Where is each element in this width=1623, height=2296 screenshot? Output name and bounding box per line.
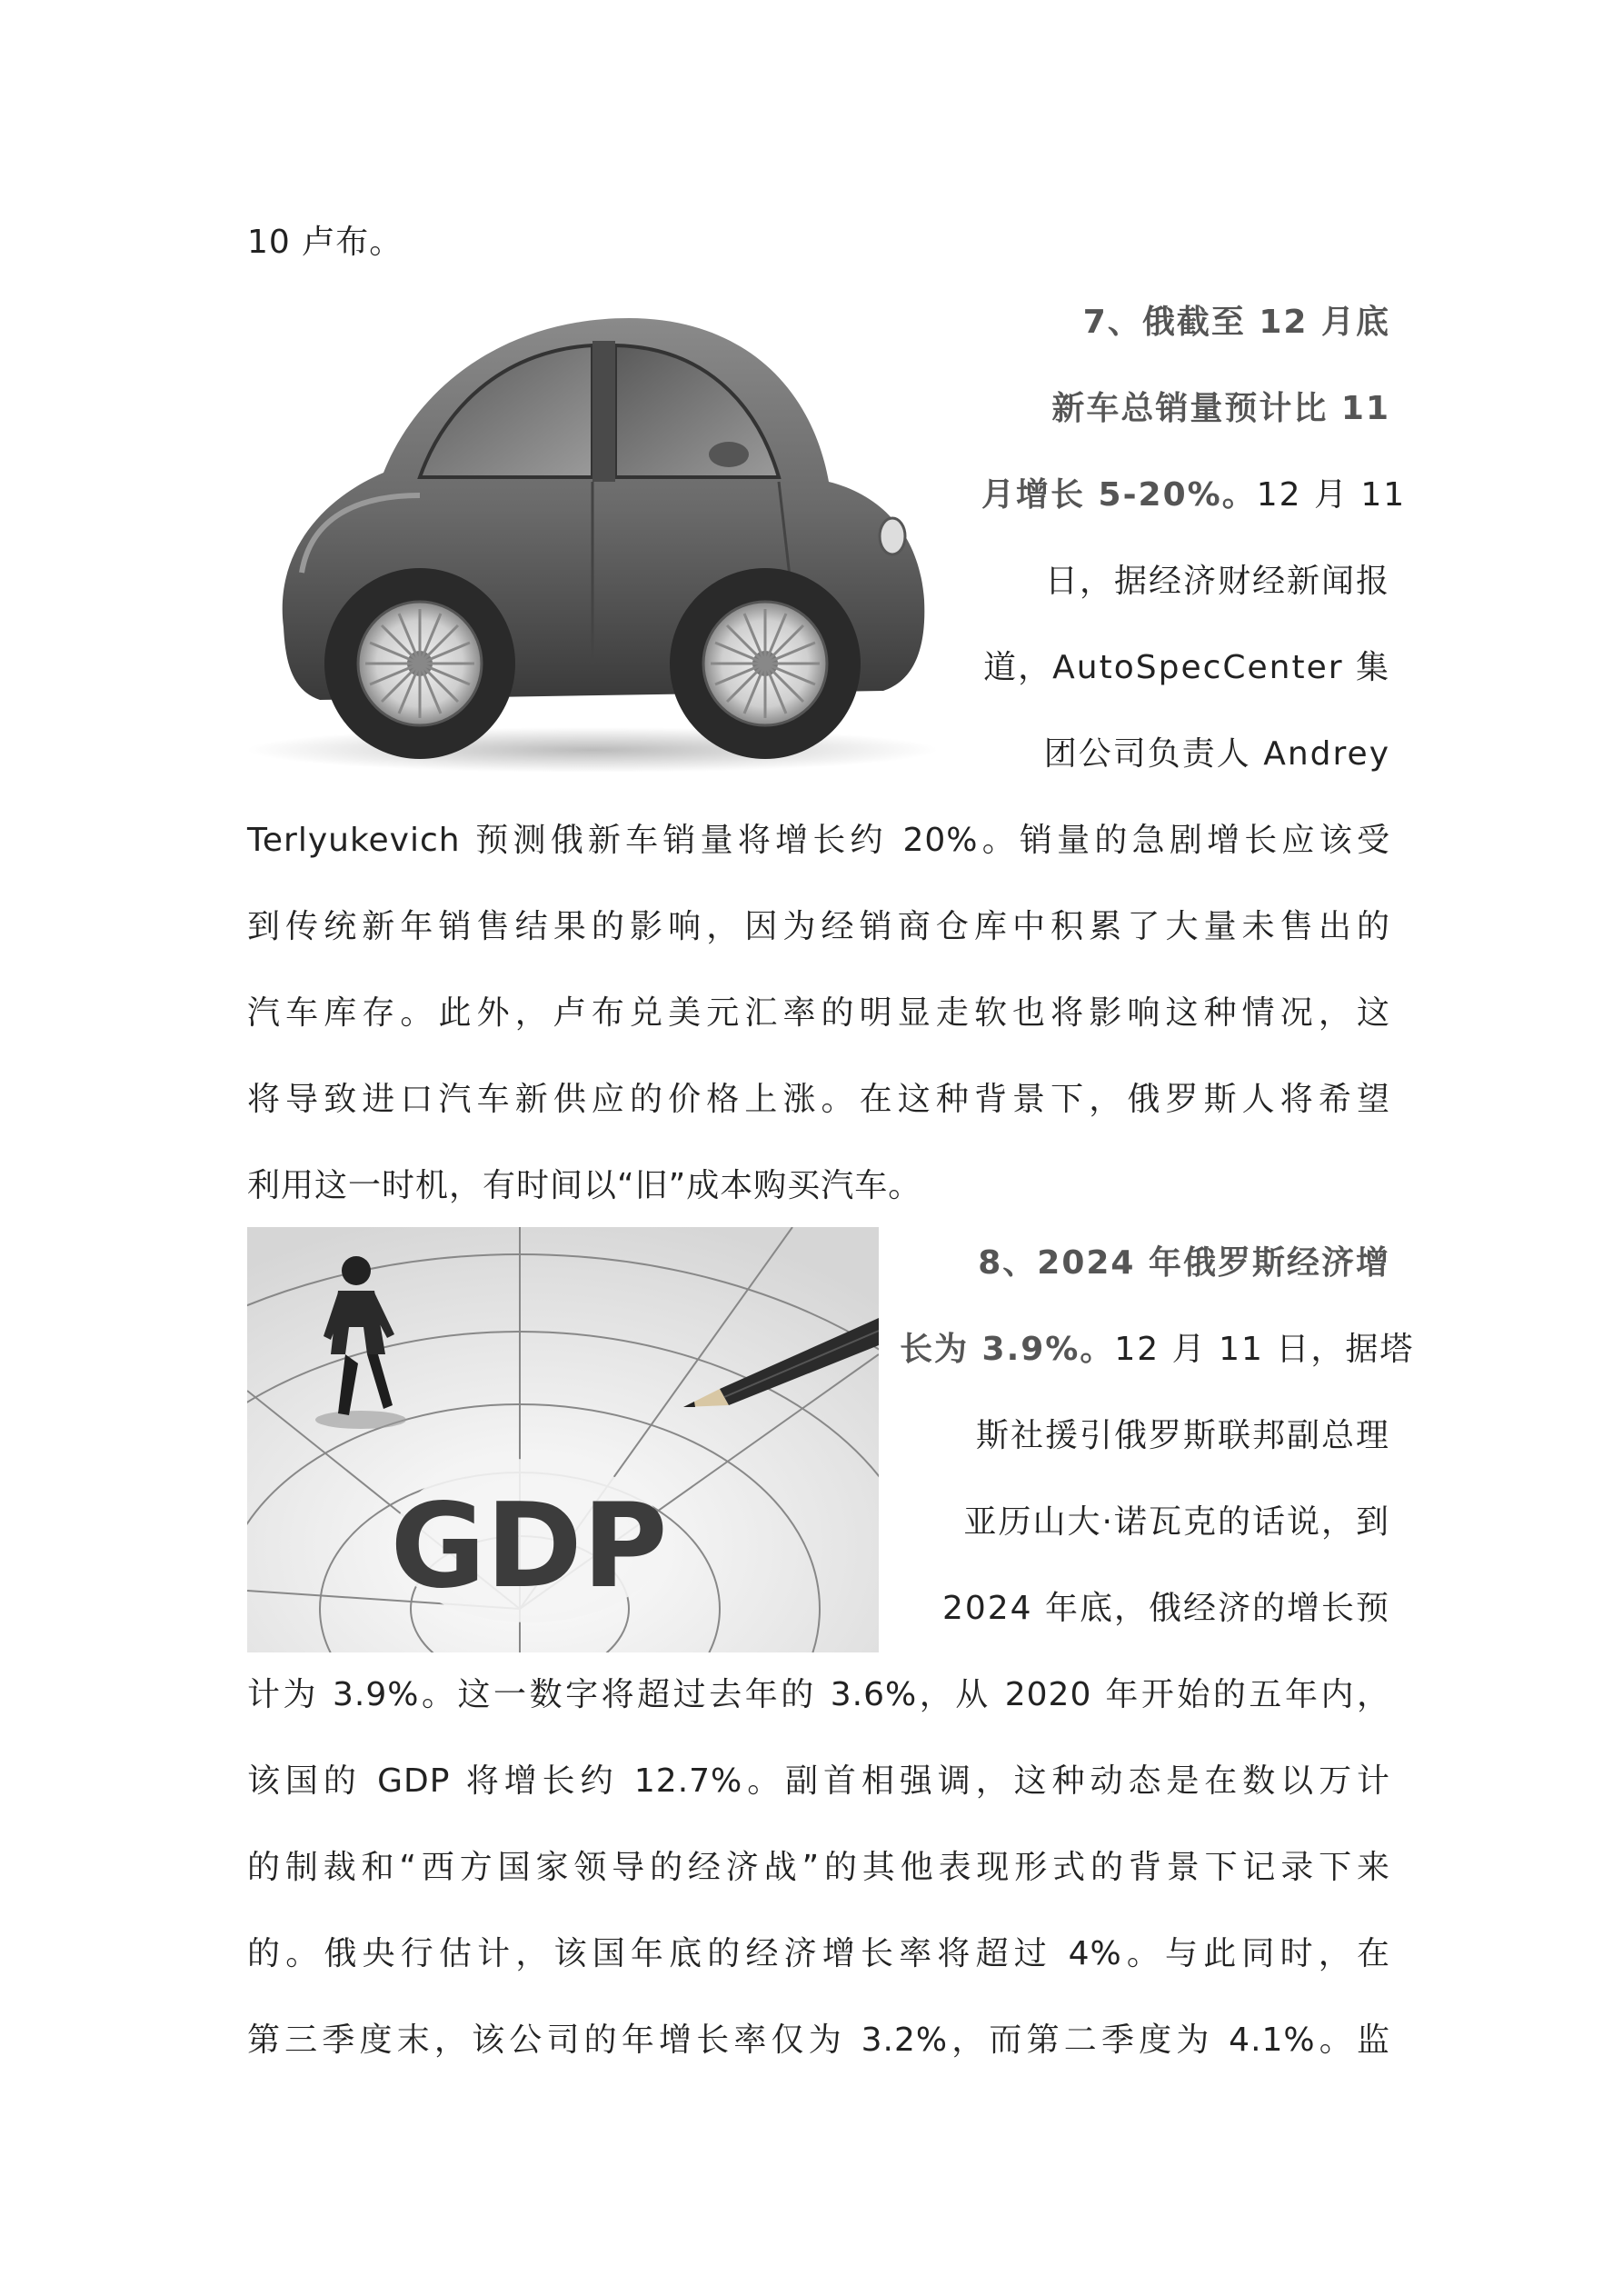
section-8-body-line: 计为 3.9%。这一数字将超过去年的 3.6%，从 2020 年开始的五年内， [247,1676,1390,1713]
car-icon [247,300,947,773]
gdp-chart-image [247,1227,879,1652]
section-8-heading-line-2 [900,1318,1415,1382]
section-8-wrap-line: 亚历山大·诺瓦克的话说，到 [963,1503,1390,1541]
section-7-body-line: 利用这一时机，有时间以“旧”成本购买汽车。 [247,1167,922,1204]
section-7-heading-line: 7、俄截至 12 月底 [1082,304,1390,341]
section-8-body-line: 的。俄央行估计，该国年底的经济增长率将超过 4%。与此同时，在 [247,1935,1390,1972]
section-8-wrap-line: 2024 年底，俄经济的增长预 [941,1590,1390,1627]
section-8-body-line: 第三季度末，该公司的年增长率仅为 3.2%，而第二季度为 4.1%。监 [247,2021,1390,2059]
section-7-body-line: Terlyukevich 预测俄新车销量将增长约 20%。销量的急剧增长应该受 [247,822,1390,859]
section-8-heading-end: 长为 3.9%。 [900,1331,1115,1368]
section-8-heading-line: 8、2024 年俄罗斯经济增 [978,1244,1390,1282]
section-7-heading-line: 新车总销量预计比 11 [1051,390,1390,427]
gdp-illustration [247,1227,879,1652]
gdp-text: GDP [390,1479,668,1614]
car-illustration [247,300,947,773]
section-7-body-line: 将导致进口汽车新供应的价格上涨。在这种背景下，俄罗斯人将希望 [247,1081,1390,1118]
section-7-wrap-line: 日，据经济财经新闻报 [1044,563,1390,600]
section-8-wrap-line: 斯社援引俄罗斯联邦副总理 [975,1417,1390,1454]
section-7-heading-end: 月增长 5-20%。 [981,476,1257,514]
section-7-text-start: 12 月 11 [1256,476,1407,514]
section-7-wrap-line: 道，AutoSpecCenter 集 [983,649,1390,686]
section-7-body-line: 到传统新年销售结果的影响，因为经销商仓库中积累了大量未售出的 [247,908,1390,945]
section-7-wrap-line: 团公司负责人 Andrey [1043,735,1390,773]
section-8-body-line: 该国的 GDP 将增长约 12.7%。副首相强调，这种动态是在数以万计 [247,1762,1390,1800]
section-7-heading-line-3 [981,464,1407,527]
paragraph-continuation: 10 卢布。 [247,224,403,261]
section-8-text-start: 12 月 11 日，据塔 [1114,1331,1415,1368]
section-7-body-line: 汽车库存。此外，卢布兑美元汇率的明显走软也将影响这种情况，这 [247,994,1390,1032]
section-8-body-line: 的制裁和“西方国家领导的经济战”的其他表现形式的背景下记录下来 [247,1849,1390,1886]
